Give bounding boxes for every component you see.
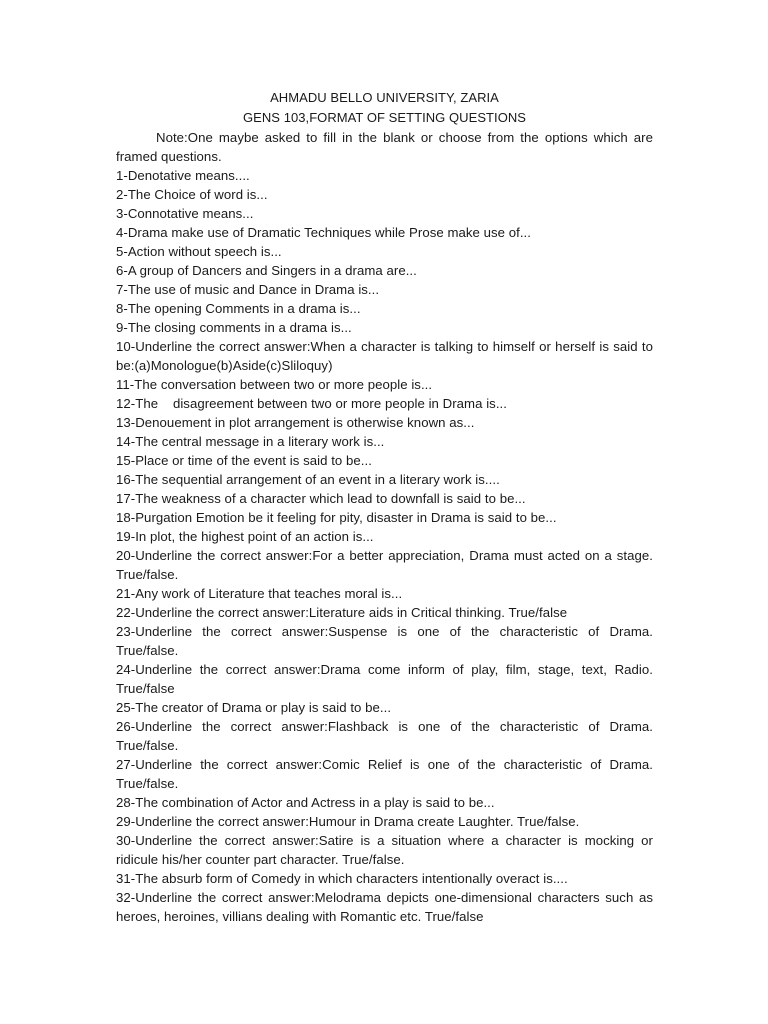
question-item: 6-A group of Dancers and Singers in a drama are...: [116, 263, 417, 278]
question-item: 9-The closing comments in a drama is...: [116, 320, 352, 335]
question-item: 12-The disagreement between two or more people in Drama is...: [116, 396, 507, 411]
question-item: 25-The creator of Drama or play is said to be...: [116, 700, 392, 715]
document-page: [116, 88, 653, 926]
question-item: 30-Underline the correct answer:Satire is a situation where a character is mocking or ridicule his/her counter part character. True/false.: [116, 833, 653, 867]
note-paragraph: Note:One maybe asked to fill in the blank or choose from the options which are framed questions.: [116, 130, 653, 164]
question-list: [116, 166, 653, 926]
question-item: 18-Purgation Emotion be it feeling for pity, disaster in Drama is said to be...: [116, 510, 557, 525]
question-item: 16-The sequential arrangement of an event in a literary work is....: [116, 472, 500, 487]
question-item: 10-Underline the correct answer:When a character is talking to himself or herself is said to be:(a)Monologue(b)Aside(c)Sliloquy): [116, 339, 653, 373]
question-item: 8-The opening Comments in a drama is...: [116, 301, 361, 316]
question-item: 14-The central message in a literary work is...: [116, 434, 385, 449]
question-item: 32-Underline the correct answer:Melodrama depicts one-dimensional characters such as heroes, heroines, villians dealing with Romantic etc. True/false: [116, 890, 653, 924]
question-item: 17-The weakness of a character which lead to downfall is said to be...: [116, 491, 526, 506]
question-item: 20-Underline the correct answer:For a better appreciation, Drama must acted on a stage. True/false.: [116, 548, 653, 582]
question-item: 27-Underline the correct answer:Comic Relief is one of the characteristic of Drama. True/false.: [116, 757, 653, 791]
question-item: 4-Drama make use of Dramatic Techniques while Prose make use of...: [116, 225, 531, 240]
question-item: 3-Connotative means...: [116, 206, 254, 221]
question-item: 23-Underline the correct answer:Suspense is one of the characteristic of Drama. True/false.: [116, 624, 653, 658]
course-title: GENS 103,FORMAT OF SETTING QUESTIONS: [242, 110, 527, 125]
question-item: 15-Place or time of the event is said to be...: [116, 453, 372, 468]
question-item: 28-The combination of Actor and Actress in a play is said to be...: [116, 795, 495, 810]
question-item: 13-Denouement in plot arrangement is otherwise known as...: [116, 415, 475, 430]
question-item: 21-Any work of Literature that teaches moral is...: [116, 586, 403, 601]
question-item: 19-In plot, the highest point of an action is...: [116, 529, 374, 544]
question-item: 29-Underline the correct answer:Humour in Drama create Laughter. True/false.: [116, 814, 580, 829]
question-item: 22-Underline the correct answer:Literature aids in Critical thinking. True/false: [116, 605, 568, 620]
question-item: 1-Denotative means....: [116, 168, 250, 183]
question-item: 7-The use of music and Dance in Drama is...: [116, 282, 380, 297]
question-item: 31-The absurb form of Comedy in which characters intentionally overact is....: [116, 871, 568, 886]
question-item: 26-Underline the correct answer:Flashback is one of the characteristic of Drama. True/false.: [116, 719, 653, 753]
university-title: AHMADU BELLO UNIVERSITY, ZARIA: [270, 90, 499, 105]
question-item: 24-Underline the correct answer:Drama come inform of play, film, stage, text, Radio. True/false: [116, 662, 653, 696]
question-item: 2-The Choice of word is...: [116, 187, 268, 202]
question-item: 11-The conversation between two or more people is...: [116, 377, 433, 392]
question-item: 5-Action without speech is...: [116, 244, 282, 259]
